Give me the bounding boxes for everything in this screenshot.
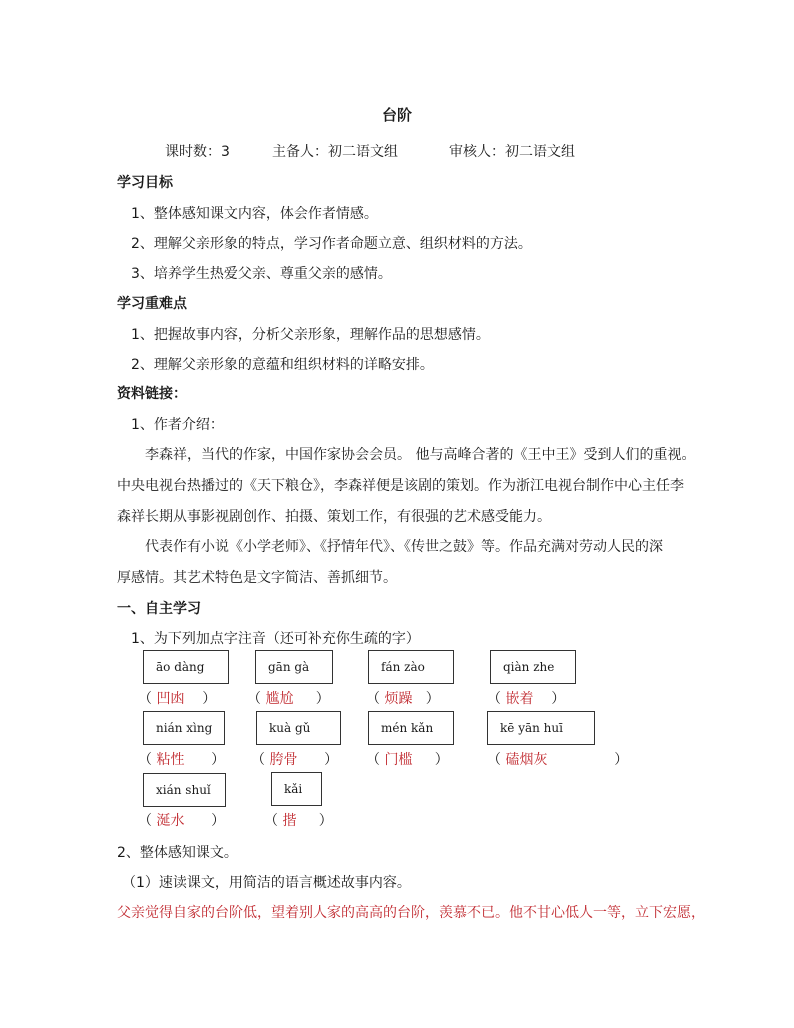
word-blank: （ 胯骨 ） — [251, 752, 339, 768]
keypoint-item: 2、理解父亲形象的意蕴和组织材料的详略安排。 — [131, 357, 434, 373]
task1-instruction: 1、为下列加点字注音（还可补充你生疏的字） — [131, 631, 420, 647]
author-intro-line: 森祥长期从事影视剧创作、拍摄、策划工作，有很强的艺术感受能力。 — [117, 509, 551, 525]
target-word: 胯骨 — [269, 752, 298, 768]
target-word: 揩 — [282, 813, 297, 829]
pinyin-box: kē yān huī — [487, 711, 595, 745]
word-blank: （ 揩 ） — [264, 813, 333, 829]
target-word: 磕烟灰 — [505, 752, 548, 768]
goals-heading: 学习目标 — [117, 175, 173, 191]
target-word: 涎水 — [156, 813, 185, 829]
target-word: 粘性 — [156, 752, 185, 768]
target-word: 尴尬 — [265, 691, 294, 707]
pinyin-box: gān gà — [255, 650, 333, 684]
word-blank: （ 磕烟灰 ） — [487, 752, 629, 768]
answer-text: 父亲觉得自家的台阶低，望着别人家的高高的台阶，羡慕不已。他不甘心低人一等，立下宏愿， — [117, 905, 705, 921]
author-intro-line: 代表作有小说《小学老师》、《抒情年代》、《传世之鼓》等。作品充满对劳动人民的深 — [145, 539, 663, 555]
task2-sub-instruction: （1）速读课文，用简洁的语言概述故事内容。 — [122, 875, 411, 891]
task2-instruction: 2、整体感知课文。 — [117, 845, 238, 861]
word-blank: （ 门槛 ） — [366, 752, 449, 768]
target-word: 嵌着 — [505, 691, 534, 707]
page-title: 台阶 — [381, 106, 412, 124]
author-intro-line: 李森祥，当代的作家，中国作家协会会员。 他与高峰合著的《王中王》受到人们的重视。 — [145, 447, 696, 463]
reviewer: 审核人：初二语文组 — [449, 144, 575, 160]
goal-item: 1、整体感知课文内容，体会作者情感。 — [131, 206, 378, 222]
self-study-heading: 一、自主学习 — [117, 601, 201, 617]
pinyin-box: xián shuǐ — [143, 773, 226, 807]
word-blank: （ 涎水 ） — [138, 813, 226, 829]
author-intro-line: 中央电视台热播过的《天下粮仓》，李森祥便是该剧的策划。作为浙江电视台制作中心主任李 — [117, 478, 684, 494]
lessons-count: 课时数：3 — [165, 144, 230, 160]
word-blank: （ 凹凼 ） — [138, 691, 217, 707]
pinyin-box: nián xìng — [143, 711, 225, 745]
goal-item: 3、培养学生热爱父亲、尊重父亲的感情。 — [131, 266, 392, 282]
preparer: 主备人：初二语文组 — [272, 144, 398, 160]
keypoints-heading: 学习重难点 — [117, 296, 187, 312]
word-blank: （ 嵌着 ） — [487, 691, 566, 707]
word-blank: （ 尴尬 ） — [247, 691, 330, 707]
pinyin-box: qiàn zhe — [490, 650, 576, 684]
pinyin-box: kuà gǔ — [256, 711, 341, 745]
pinyin-box: āo dàng — [143, 650, 229, 684]
pinyin-box: fán zào — [368, 650, 454, 684]
resources-heading: 资料链接： — [117, 386, 187, 402]
author-intro-line: 厚感情。其艺术特色是文字简洁、善抓细节。 — [117, 570, 397, 586]
target-word: 烦躁 — [384, 691, 413, 707]
word-blank: （ 烦躁 ） — [366, 691, 440, 707]
keypoint-item: 1、把握故事内容，分析父亲形象，理解作品的思想感情。 — [131, 327, 490, 343]
target-word: 门槛 — [384, 752, 413, 768]
word-blank: （ 粘性 ） — [138, 752, 226, 768]
target-word: 凹凼 — [156, 691, 185, 707]
pinyin-box: mén kǎn — [368, 711, 454, 745]
pinyin-box: kǎi — [271, 772, 322, 806]
goal-item: 2、理解父亲形象的特点，学习作者命题立意、组织材料的方法。 — [131, 236, 532, 252]
author-intro-heading: 1、作者介绍： — [131, 417, 224, 433]
